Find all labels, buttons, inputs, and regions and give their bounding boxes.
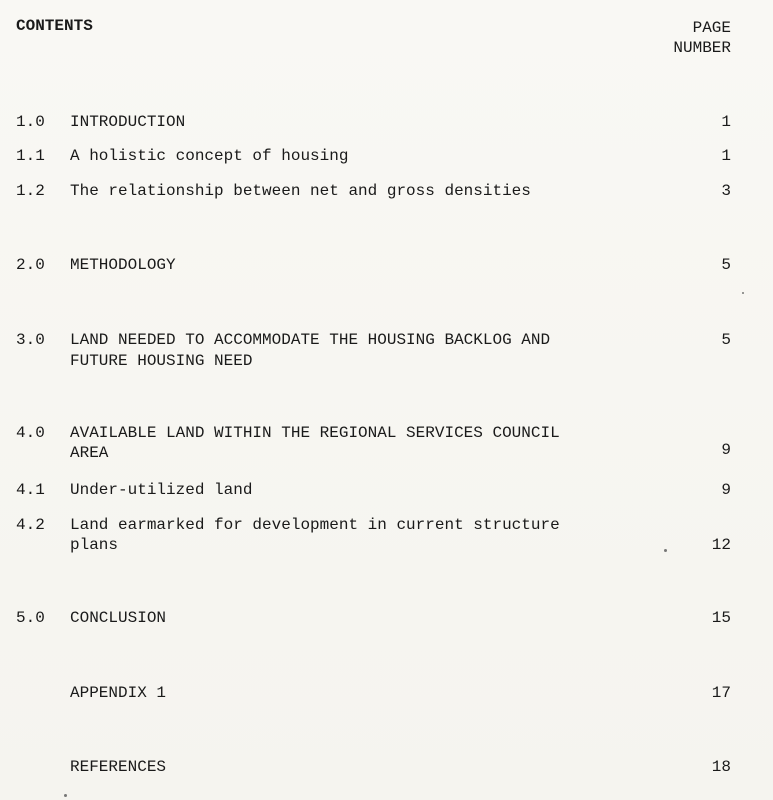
- entry-title: METHODOLOGY: [70, 256, 176, 274]
- entry-title: Land earmarked for development in current structure: [70, 516, 560, 534]
- entry-number: 1.1: [16, 147, 45, 165]
- entry-title-continued: plans: [70, 536, 119, 554]
- entry-title: REFERENCES: [70, 758, 167, 776]
- entry-title: AVAILABLE LAND WITHIN THE REGIONAL SERVICES COUNCIL: [70, 424, 560, 442]
- number-heading: NUMBER: [673, 39, 731, 57]
- entry-title: LAND NEEDED TO ACCOMMODATE THE HOUSING BACKLOG AND: [70, 331, 551, 349]
- entry-page: 1: [721, 147, 731, 165]
- entry-page: 3: [721, 182, 731, 200]
- entry-title: The relationship between net and gross densities: [70, 182, 531, 200]
- entry-title: CONCLUSION: [70, 609, 167, 627]
- entry-number: 4.1: [16, 481, 45, 499]
- entry-title: Under-utilized land: [70, 481, 253, 499]
- entry-title: INTRODUCTION: [70, 113, 186, 131]
- entry-page: 9: [721, 481, 731, 499]
- entry-number: 2.0: [16, 256, 45, 274]
- page-heading: PAGE: [692, 19, 731, 37]
- entry-number: 5.0: [16, 609, 45, 627]
- entry-page: 12: [711, 536, 731, 554]
- entry-page: 17: [711, 684, 731, 702]
- entry-title: A holistic concept of housing: [70, 147, 349, 165]
- entry-number: 1.0: [16, 113, 45, 131]
- entry-number: 1.2: [16, 182, 45, 200]
- entry-title: APPENDIX 1: [70, 684, 167, 702]
- scan-speck: [664, 549, 667, 552]
- entry-page: 15: [711, 609, 731, 627]
- entry-page: 5: [721, 331, 731, 349]
- entry-title-continued: AREA: [70, 444, 109, 462]
- scan-speck: [742, 292, 744, 294]
- contents-heading: CONTENTS: [16, 17, 93, 35]
- entry-title-continued: FUTURE HOUSING NEED: [70, 352, 253, 370]
- entry-page: 1: [721, 113, 731, 131]
- entry-number: 4.2: [16, 516, 45, 534]
- scan-speck: [64, 794, 67, 797]
- entry-number: 3.0: [16, 331, 45, 349]
- entry-page: 9: [721, 441, 731, 459]
- entry-page: 5: [721, 256, 731, 274]
- entry-number: 4.0: [16, 424, 45, 442]
- entry-page: 18: [711, 758, 731, 776]
